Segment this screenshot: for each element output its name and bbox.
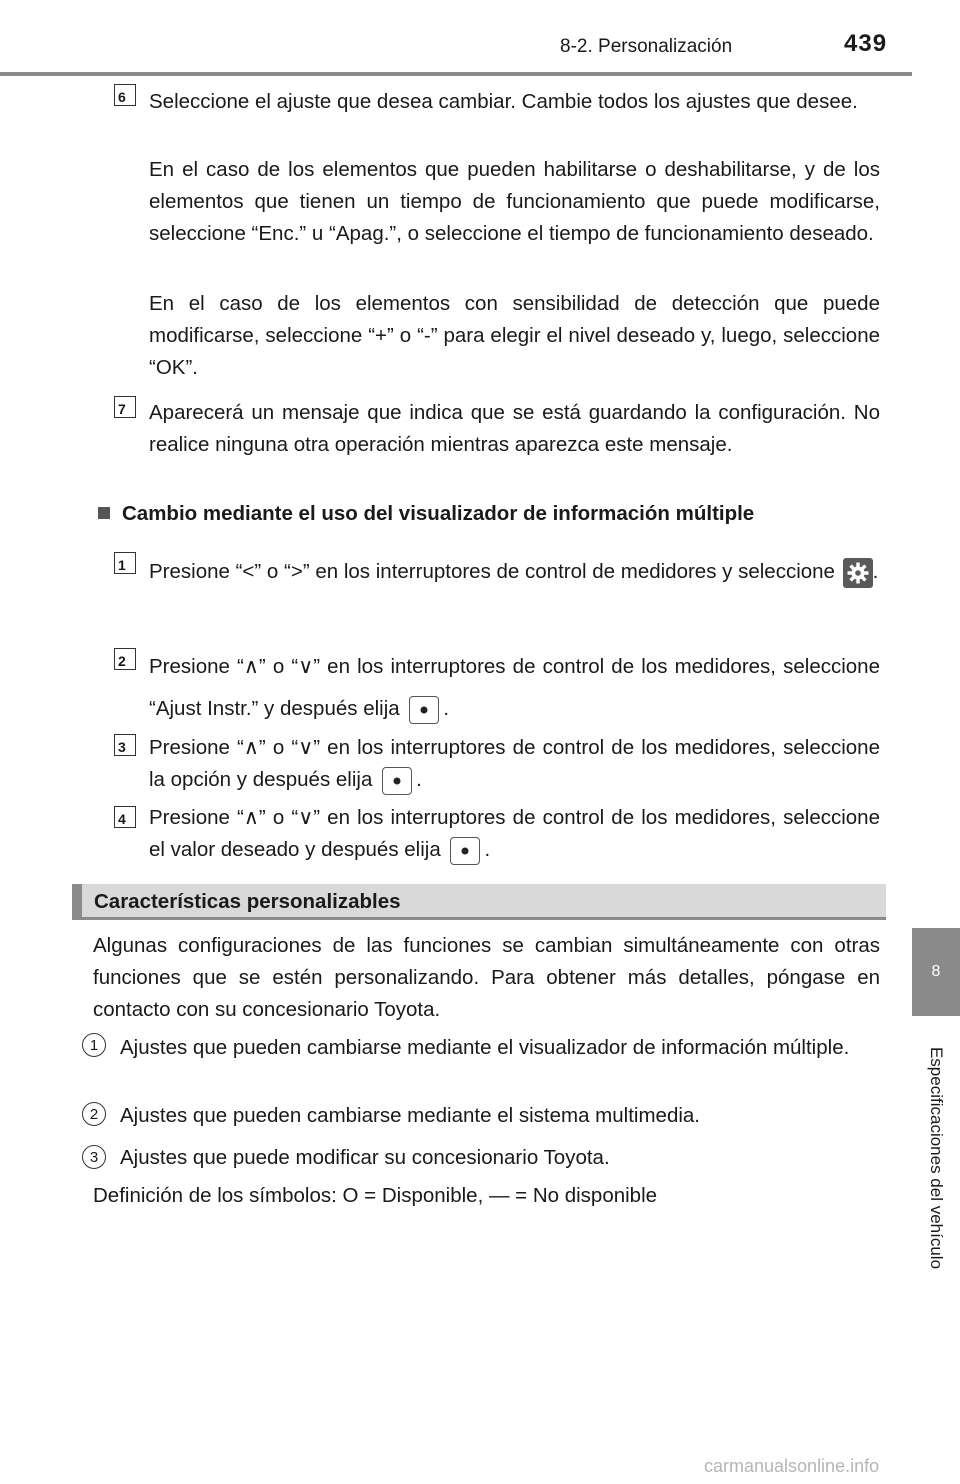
step-number-box: 4 [114, 806, 136, 828]
step-paragraph: Presione “∧” o “∨” en los interruptores de control de los medidores, seleccione la opción y después elija . [149, 732, 880, 796]
step-paragraph: Presione “∧” o “∨” en los interruptores de control de los medidores, seleccione el valor deseado y después elija . [149, 802, 880, 866]
list-item: Ajustes que pueden cambiarse mediante el visualizador de información múltiple. [120, 1036, 850, 1059]
step-number-box: 1 [114, 552, 136, 574]
list-item: Ajustes que puede modificar su concesionario Toyota. [120, 1146, 610, 1169]
step-paragraph: Aparecerá un mensaje que indica que se está guardando la configuración. No realice ninguna otra operación mientras aparezca este mensaje. [149, 401, 880, 456]
step-number-box: 2 [114, 648, 136, 670]
circled-number: 2 [82, 1102, 106, 1126]
step-number-box: 6 [114, 84, 136, 106]
step-paragraph: Presione “<” o “>” en los interruptores de control de medidores y seleccione . [149, 552, 880, 592]
step-paragraph: Seleccione el ajuste que desea cambiar. Cambie todos los ajustes que desee. [149, 90, 858, 113]
chapter-tab [912, 928, 960, 1016]
chapter-number: 8 [931, 963, 941, 980]
section-title-bar [72, 884, 886, 920]
symbol-definition: Definición de los símbolos: O = Disponible, — = No disponible [93, 1184, 658, 1207]
enter-button-icon [450, 837, 480, 865]
step-paragraph: En el caso de los elementos con sensibilidad de detección que puede modificarse, seleccione “+” o “-” para elegir el nivel deseado y, luego, seleccione “OK”. [149, 292, 880, 379]
circled-number: 3 [82, 1145, 106, 1169]
list-item: Ajustes que pueden cambiarse mediante el sistema multimedia. [120, 1104, 700, 1127]
enter-button-icon [409, 696, 439, 724]
section-header: 8-2. Personalización [560, 36, 733, 57]
page-number: 439 [844, 30, 888, 57]
section-title: Características personalizables [94, 890, 401, 913]
intro-paragraph: Algunas configuraciones de las funciones se cambian simultáneamente con otras funciones que se estén personalizando. Para obtener más detalles, póngase en contacto con su concesionario Toyota. [93, 934, 880, 1021]
square-bullet-icon [98, 507, 110, 519]
header-rule [0, 72, 912, 76]
subheading: Cambio mediante el uso del visualizador de información múltiple [98, 502, 754, 526]
watermark: carmanualsonline.info [704, 1456, 880, 1476]
step-number-box: 7 [114, 396, 136, 418]
gear-icon [843, 558, 873, 588]
step-paragraph: Presione “∧” o “∨” en los interruptores de control de los medidores, seleccione “Ajust Instr.” y después elija . [149, 646, 880, 730]
enter-button-icon [382, 767, 412, 795]
circled-number: 1 [82, 1033, 106, 1057]
chapter-label: Especificaciones del vehículo [927, 1046, 946, 1270]
step-paragraph: En el caso de los elementos que pueden habilitarse o deshabilitarse, y de los elementos que tienen un tiempo de funcionamiento que puede modificarse, seleccione “Enc.” u “Apag.”, o seleccione el tiempo de funcionamiento deseado. [149, 158, 880, 245]
step-number-box: 3 [114, 734, 136, 756]
